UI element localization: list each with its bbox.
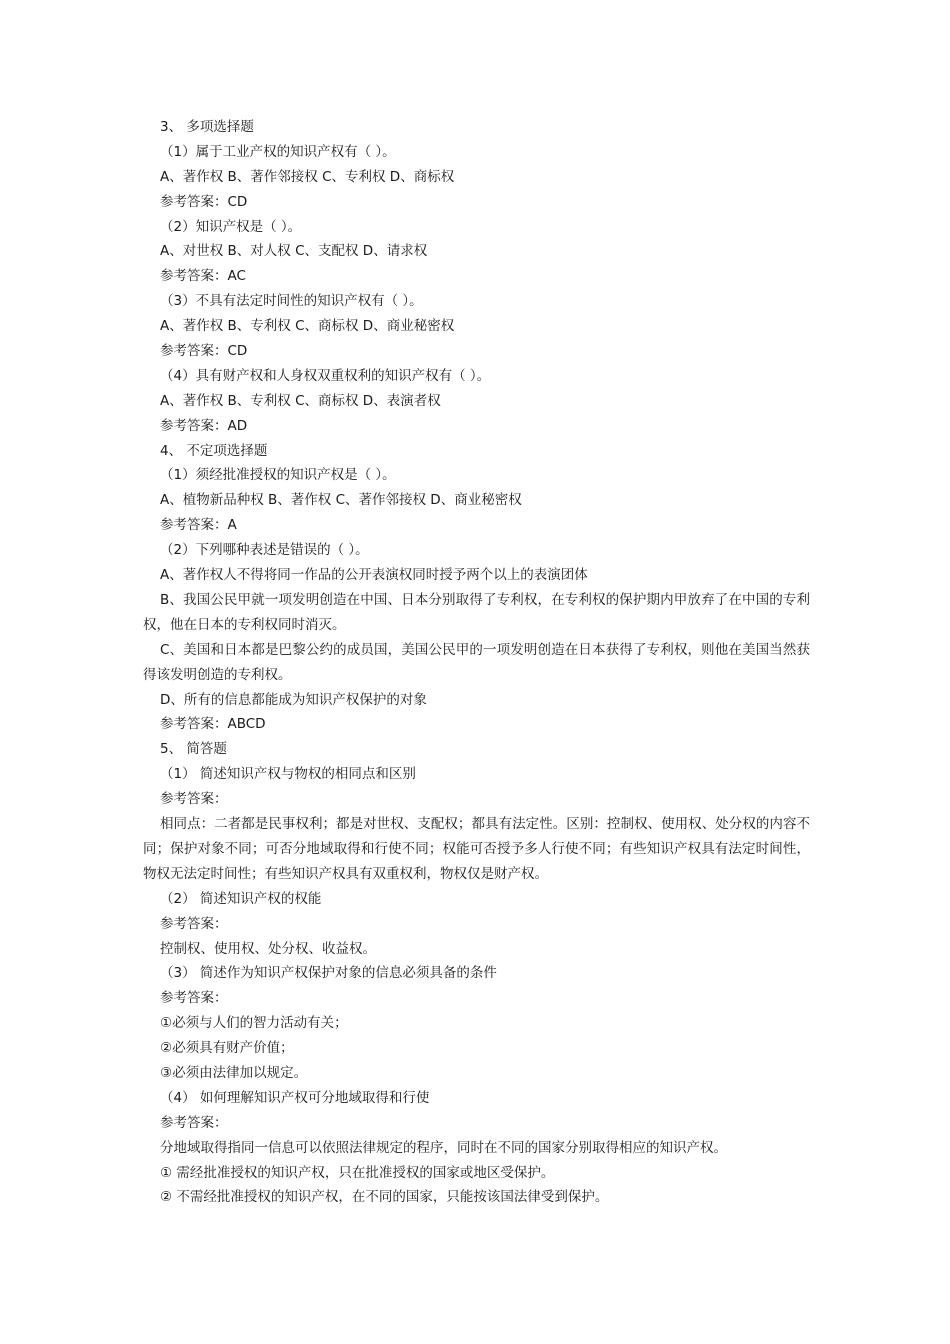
text-line: ①必须与人们的智力活动有关；: [160, 1015, 348, 1032]
text-line: 5、 简答题: [160, 741, 227, 758]
text-line: 3、 多项选择题: [160, 119, 254, 135]
text-line: 参考答案：: [160, 990, 228, 1007]
text-line: （4） 如何理解知识产权可分地域取得和行使: [160, 1089, 430, 1106]
text-line: A、著作权人不得将同一作品的公开表演权同时授予两个以上的表演团体: [160, 567, 588, 584]
text-line: （3）不具有法定时间性的知识产权有（ ）。: [160, 293, 423, 310]
text-line: （3） 简述作为知识产权保护对象的信息必须具备的条件: [160, 965, 497, 982]
text-line: 控制权、使用权、处分权、收益权。: [160, 940, 376, 957]
text-line: 参考答案：: [160, 915, 228, 932]
text-line: ② 不需经批准授权的知识产权，在不同的国家，只能按该国法律受到保护。: [160, 1189, 609, 1206]
text-line: 参考答案：AD: [160, 417, 248, 434]
text-line: 参考答案：ABCD: [160, 716, 266, 733]
text-line: （1）属于工业产权的知识产权有（ ）。: [160, 143, 396, 160]
text-line: 参考答案：CD: [160, 193, 248, 210]
text-line: ②必须具有财产价值；: [160, 1040, 294, 1057]
text-line: （4）具有财产权和人身权双重权利的知识产权有（ ）。: [160, 367, 491, 384]
text-line: 参考答案：AC: [160, 268, 246, 285]
text-line: A、对世权 B、对人权 C、支配权 D、请求权: [160, 243, 428, 260]
text-paragraph: B、我国公民甲就一项发明创造在中国、日本分别取得了专利权，在专利权的保护期内甲放弃了在中国的专利权，他在日本的专利权同时消灭。: [143, 591, 810, 633]
text-line: 参考答案：A: [160, 517, 237, 534]
text-line: （1） 简述知识产权与物权的相同点和区别: [160, 766, 416, 783]
text-line: A、著作权 B、专利权 C、商标权 D、表演者权: [160, 392, 441, 409]
text-line: A、著作权 B、专利权 C、商标权 D、商业秘密权: [160, 318, 455, 335]
text-line: ③必须由法律加以规定。: [160, 1064, 308, 1081]
text-paragraph: C、美国和日本都是巴黎公约的成员国，美国公民甲的一项发明创造在日本获得了专利权，则他在美国当然获得该发明创造的专利权。: [143, 641, 810, 683]
text-line: 4、 不定项选择题: [160, 442, 268, 459]
text-line: A、植物新品种权 B、著作权 C、著作邻接权 D、商业秘密权: [160, 492, 522, 509]
text-line: 参考答案：: [160, 1114, 228, 1131]
text-line: 分地域取得指同一信息可以依照法律规定的程序，同时在不同的国家分别取得相应的知识产权。: [160, 1139, 727, 1156]
text-line: （2）下列哪种表述是错误的（ ）。: [160, 542, 369, 559]
text-line: ① 需经批准授权的知识产权，只在批准授权的国家或地区受保护。: [160, 1164, 555, 1181]
text-line: （1）须经批准授权的知识产权是（ ）。: [160, 467, 396, 484]
text-line: （2）知识产权是（ ）。: [160, 218, 302, 235]
text-line: A、著作权 B、著作邻接权 C、专利权 D、商标权: [160, 168, 455, 185]
text-line: D、所有的信息都能成为知识产权保护的对象: [160, 691, 427, 708]
text-paragraph: 相同点：二者都是民事权利；都是对世权、支配权；都具有法定性。区别：控制权、使用权、处分权的内容不同；保护对象不同；可否分地域取得和行使不同；权能可否授予多人行使不同；有些知识产权具有法定时间性，物权无法定时间性；有些知识产权具有双重权利，物权仅是财产权。: [143, 816, 810, 882]
text-line: 参考答案：CD: [160, 343, 248, 360]
text-line: 参考答案：: [160, 791, 228, 808]
text-line: （2） 简述知识产权的权能: [160, 890, 322, 907]
